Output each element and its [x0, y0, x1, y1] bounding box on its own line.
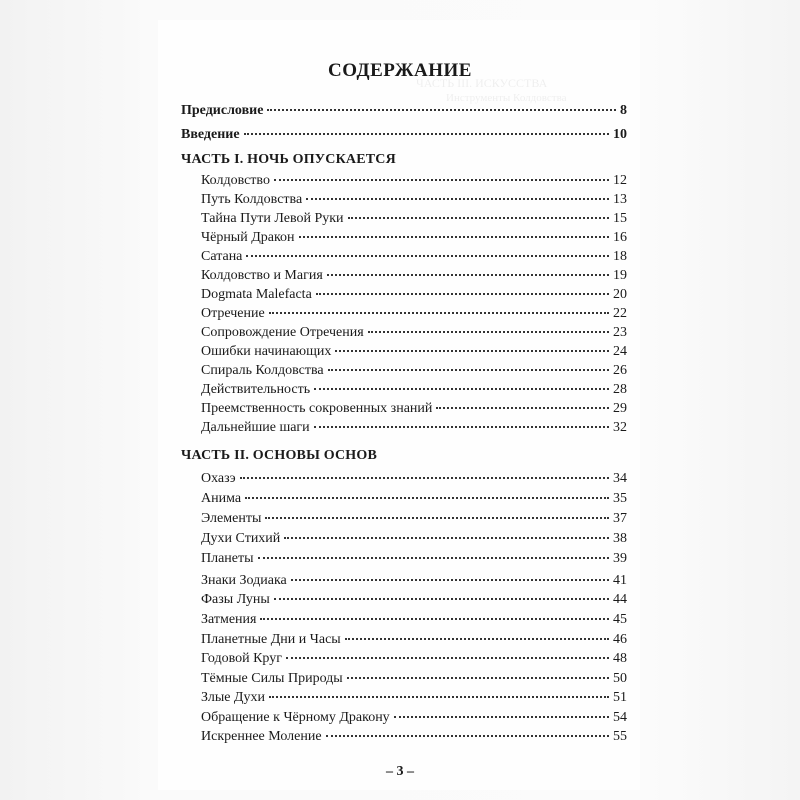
toc-entry-page: 41 [613, 573, 627, 588]
toc-entry-label: Элементы [201, 511, 262, 526]
toc-entry-page: 15 [613, 211, 627, 226]
toc-entry[interactable] [201, 592, 627, 608]
toc-entry-page: 13 [613, 192, 627, 207]
toc-entry-label: Охазэ [201, 471, 236, 486]
toc-entry[interactable] [201, 651, 627, 667]
dot-leader [327, 274, 609, 276]
toc-entry-label: Dogmata Malefacta [201, 287, 312, 302]
toc-entry-page: 34 [613, 471, 627, 486]
toc-entry[interactable] [201, 471, 627, 487]
toc-entry[interactable] [201, 173, 627, 189]
toc-entry[interactable] [201, 573, 627, 589]
toc-entry-label: Дальнейшие шаги [201, 420, 310, 435]
dot-leader [368, 331, 609, 333]
toc-entry-page: 46 [613, 632, 627, 647]
toc-entry-page: 19 [613, 268, 627, 283]
toc-entry-page: 32 [613, 420, 627, 435]
dot-leader [314, 388, 609, 390]
dot-leader [299, 236, 609, 238]
toc-entry-label: Отречение [201, 306, 265, 321]
toc-entry-page: 35 [613, 491, 627, 506]
toc-entry-page: 12 [613, 173, 627, 188]
toc-entry-label: Действительность [201, 382, 311, 397]
toc-entry-preface[interactable] [181, 103, 627, 119]
toc-entry[interactable] [201, 551, 627, 567]
toc-entry[interactable] [201, 401, 627, 417]
toc-entry-label: Планеты [201, 551, 254, 566]
toc-entry[interactable] [201, 249, 627, 265]
toc-entry-label: Путь Колдовства [201, 192, 303, 207]
toc-entry-label: Тёмные Силы Природы [201, 671, 343, 686]
toc-entry-page: 23 [613, 325, 627, 340]
toc-entry-introduction[interactable] [181, 127, 627, 143]
toc-entry-label: Введение [181, 127, 240, 142]
toc-entry[interactable] [201, 363, 627, 379]
toc-entry-label: Ошибки начинающих [201, 344, 332, 359]
toc-entry[interactable] [201, 491, 627, 507]
toc-entry-page: 24 [613, 344, 627, 359]
toc-entry-page: 39 [613, 551, 627, 566]
bleed-through-text: Инструменты Колдовства [446, 92, 567, 104]
toc-entry-label: Сатана [201, 249, 243, 264]
toc-entry-label: Злые Духи [201, 690, 265, 705]
dot-leader [246, 255, 609, 257]
toc-entry-label: Обращение к Чёрному Дракону [201, 710, 390, 725]
dot-leader [348, 217, 609, 219]
dot-leader [274, 598, 609, 600]
toc-entry[interactable] [201, 306, 627, 322]
toc-entry-page: 29 [613, 401, 627, 416]
toc-entry[interactable] [201, 612, 627, 628]
toc-entry-page: 44 [613, 592, 627, 607]
toc-entry[interactable] [201, 230, 627, 246]
dot-leader [394, 716, 609, 718]
dot-leader [436, 407, 609, 409]
toc-entry[interactable] [201, 671, 627, 687]
dot-leader [314, 426, 609, 428]
toc-entry-label: Чёрный Дракон [201, 230, 295, 245]
toc-entry-page: 54 [613, 710, 627, 725]
toc-entry-label: Анима [201, 491, 242, 506]
toc-entry-page: 38 [613, 531, 627, 546]
toc-entry[interactable] [201, 420, 627, 436]
bleed-through-text: ЧАСТЬ III. ИСКУССТВА [416, 76, 548, 90]
dot-leader [260, 618, 609, 620]
toc-entry-page: 22 [613, 306, 627, 321]
section-heading-part-1: ЧАСТЬ I. НОЧЬ ОПУСКАЕТСЯ [181, 152, 396, 167]
toc-entry[interactable] [201, 632, 627, 648]
dot-leader [326, 735, 609, 737]
dot-leader [291, 579, 609, 581]
toc-entry-page: 16 [613, 230, 627, 245]
dot-leader [245, 497, 609, 499]
toc-entry-page: 8 [620, 103, 627, 118]
dot-leader [347, 677, 609, 679]
dot-leader [328, 369, 609, 371]
dot-leader [269, 312, 609, 314]
toc-entry[interactable] [201, 531, 627, 547]
toc-entry[interactable] [201, 287, 627, 303]
toc-entry-page: 48 [613, 651, 627, 666]
toc-entry-page: 26 [613, 363, 627, 378]
toc-entry-label: Колдовство и Магия [201, 268, 323, 283]
dot-leader [240, 477, 609, 479]
dot-leader [265, 517, 609, 519]
toc-entry-page: 28 [613, 382, 627, 397]
toc-entry-page: 51 [613, 690, 627, 705]
dot-leader [345, 638, 609, 640]
toc-entry-label: Знаки Зодиака [201, 573, 287, 588]
toc-entry-label: Планетные Дни и Часы [201, 632, 341, 647]
dot-leader [286, 657, 609, 659]
toc-entry-label: Затмения [201, 612, 257, 627]
toc-entry-label: Духи Стихий [201, 531, 281, 546]
toc-entry[interactable] [201, 729, 627, 745]
dot-leader [316, 293, 609, 295]
toc-entry[interactable] [201, 690, 627, 706]
toc-entry-label: Тайна Пути Левой Руки [201, 211, 344, 226]
toc-entry-label: Предисловие [181, 103, 264, 118]
toc-entry[interactable] [201, 211, 627, 227]
toc-entry[interactable] [201, 268, 627, 284]
toc-entry[interactable] [201, 710, 627, 726]
toc-entry[interactable] [201, 511, 627, 527]
page-number: – 3 – [386, 764, 414, 779]
page-title: СОДЕРЖАНИЕ [328, 60, 472, 81]
toc-entry-page: 45 [613, 612, 627, 627]
toc-entry-label: Искреннее Моление [201, 729, 322, 744]
toc-entry-page: 20 [613, 287, 627, 302]
section-heading-part-2: ЧАСТЬ II. ОСНОВЫ ОСНОВ [181, 448, 378, 463]
dot-leader [267, 109, 616, 111]
dot-leader [269, 696, 609, 698]
toc-entry-label: Колдовство [201, 173, 270, 188]
dot-leader [244, 133, 609, 135]
toc-entry-label: Годовой Круг [201, 651, 282, 666]
toc-entry[interactable] [201, 325, 627, 341]
toc-entry-label: Спираль Колдовства [201, 363, 324, 378]
dot-leader [284, 537, 609, 539]
toc-entry-page: 50 [613, 671, 627, 686]
toc-entry[interactable] [201, 382, 627, 398]
dot-leader [306, 198, 609, 200]
toc-entry-label: Фазы Луны [201, 592, 270, 607]
toc-entry[interactable] [201, 192, 627, 208]
toc-entry-page: 37 [613, 511, 627, 526]
toc-entry[interactable] [201, 344, 627, 360]
toc-entry-page: 10 [613, 127, 627, 142]
dot-leader [274, 179, 609, 181]
toc-entry-label: Преемственность сокровенных знаний [201, 401, 433, 416]
toc-entry-label: Сопровождение Отречения [201, 325, 364, 340]
toc-entry-page: 55 [613, 729, 627, 744]
dot-leader [258, 557, 609, 559]
toc-entry-page: 18 [613, 249, 627, 264]
dot-leader [335, 350, 609, 352]
